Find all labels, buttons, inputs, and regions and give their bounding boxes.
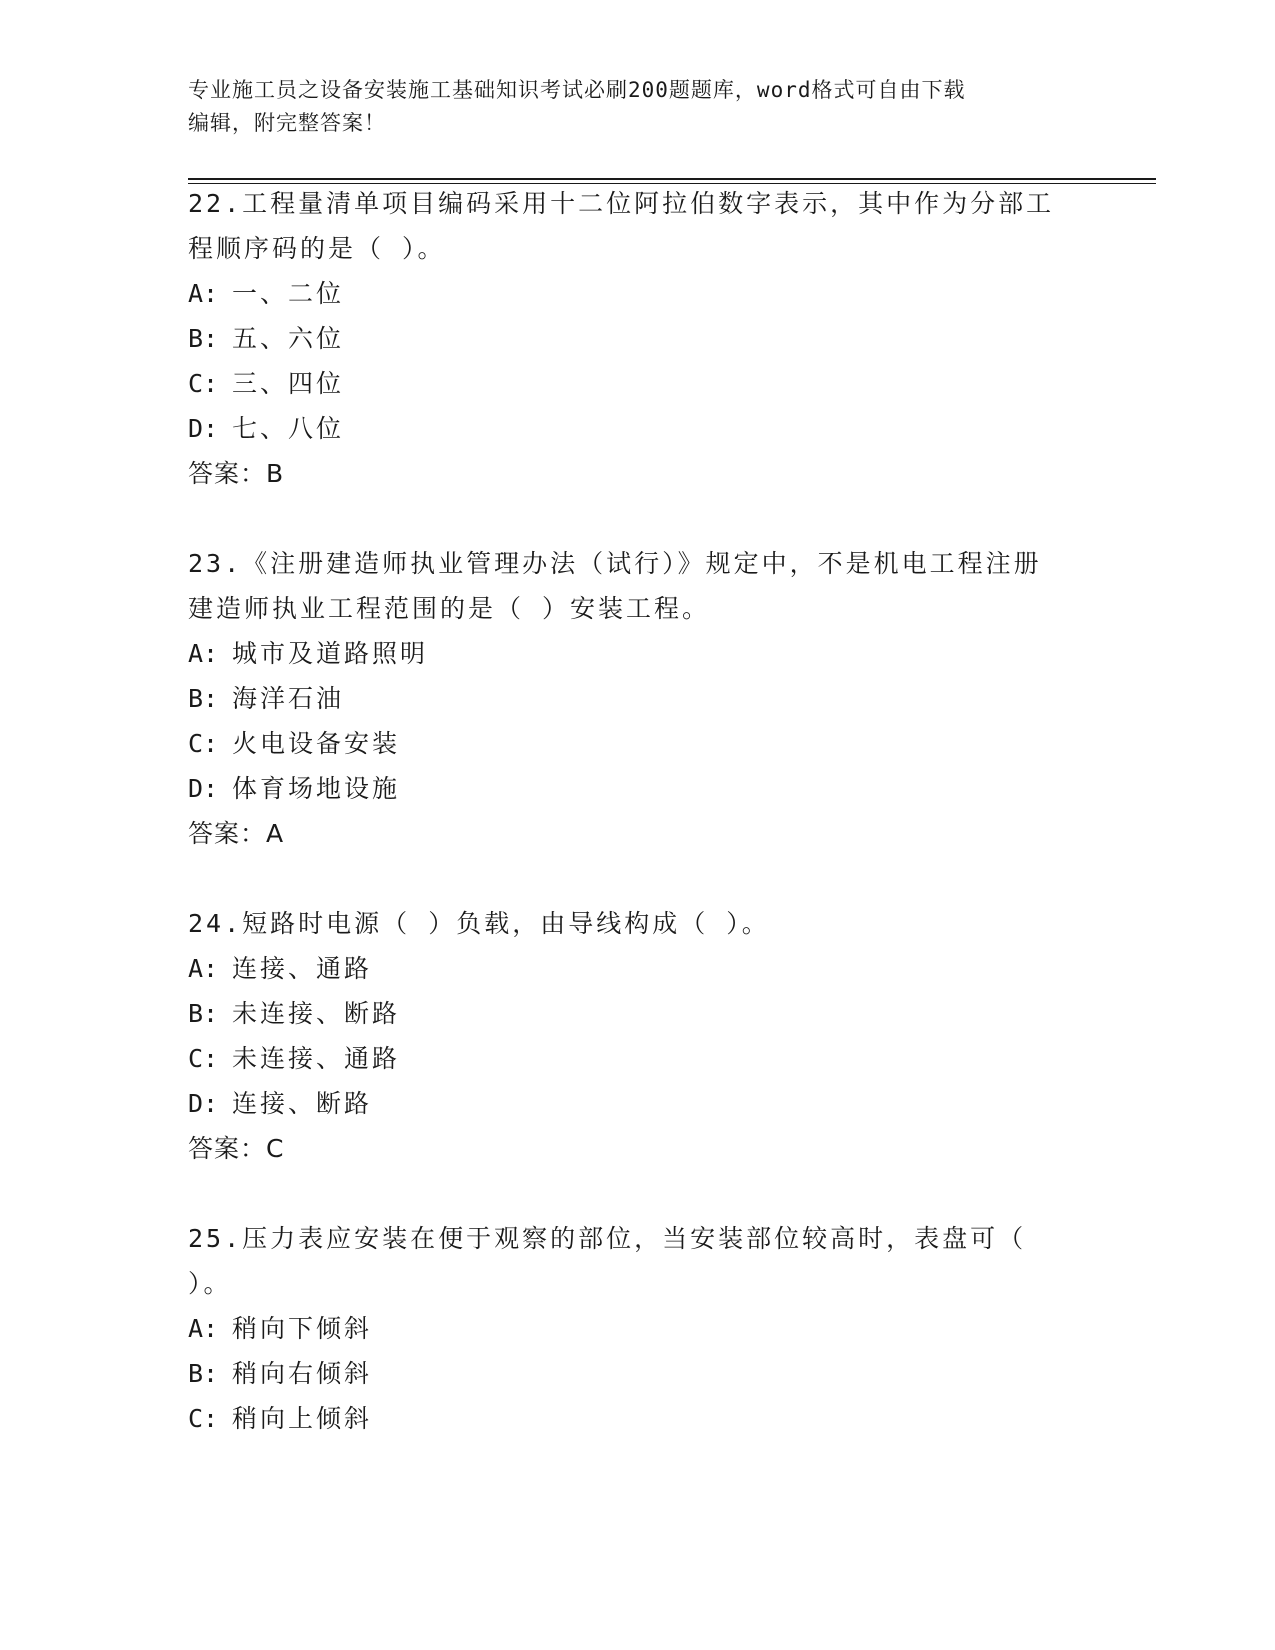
question-stem-line: ）。 <box>188 1269 232 1298</box>
option-text: 连接、断路 <box>232 1089 373 1118</box>
option-letter: C: <box>188 369 219 398</box>
option-letter: B: <box>188 684 219 713</box>
option-c <box>188 361 1088 406</box>
option-letter: D: <box>188 774 219 803</box>
option-text: 海洋石油 <box>232 684 345 713</box>
option-b <box>188 1351 1088 1396</box>
header-line-1: 专业施工员之设备安装施工基础知识考试必刷200题题库，word格式可自由下载 <box>188 78 966 102</box>
option-letter: D: <box>188 1089 219 1118</box>
option-letter: C: <box>188 1404 219 1433</box>
question-stem-line: 24.短路时电源（ ）负载，由导线构成（ ）。 <box>188 909 770 938</box>
question-24 <box>188 901 1088 1171</box>
option-text: 三、四位 <box>232 369 345 398</box>
question-stem-line: 程顺序码的是（ ）。 <box>188 234 446 263</box>
option-text: 五、六位 <box>232 324 345 353</box>
question-22 <box>188 181 1088 496</box>
option-c <box>188 1396 1088 1441</box>
option-letter: B: <box>188 999 219 1028</box>
document-header <box>188 74 1068 140</box>
option-letter: C: <box>188 729 219 758</box>
option-letter: B: <box>188 324 219 353</box>
answer: 答案：B <box>188 459 285 488</box>
option-letter: A: <box>188 279 219 308</box>
option-b <box>188 316 1088 361</box>
option-text: 火电设备安装 <box>232 729 401 758</box>
question-stem-line: 23.《注册建造师执业管理办法（试行）》规定中，不是机电工程注册 <box>188 549 1042 578</box>
question-23 <box>188 541 1088 856</box>
header-line-2: 编辑，附完整答案！ <box>188 111 386 135</box>
question-stem-line: 25.压力表应安装在便于观察的部位，当安装部位较高时，表盘可（ <box>188 1224 1027 1253</box>
option-text: 城市及道路照明 <box>232 639 429 668</box>
option-text: 一、二位 <box>232 279 345 308</box>
option-c <box>188 721 1088 766</box>
option-d <box>188 406 1088 451</box>
option-text: 体育场地设施 <box>232 774 401 803</box>
option-letter: C: <box>188 1044 219 1073</box>
option-text: 稍向上倾斜 <box>232 1404 373 1433</box>
option-a <box>188 1306 1088 1351</box>
header-rule-thick <box>188 178 1156 180</box>
option-a <box>188 271 1088 316</box>
option-b <box>188 676 1088 721</box>
option-text: 连接、通路 <box>232 954 373 983</box>
answer: 答案：C <box>188 1134 285 1163</box>
option-c <box>188 1036 1088 1081</box>
option-letter: A: <box>188 954 219 983</box>
option-letter: D: <box>188 414 219 443</box>
question-25 <box>188 1216 1088 1441</box>
option-b <box>188 991 1088 1036</box>
option-text: 未连接、通路 <box>232 1044 401 1073</box>
option-a <box>188 631 1088 676</box>
option-a <box>188 946 1088 991</box>
question-stem-line: 建造师执业工程范围的是（ ）安装工程。 <box>188 594 711 623</box>
option-text: 未连接、断路 <box>232 999 401 1028</box>
option-letter: A: <box>188 1314 219 1343</box>
option-letter: B: <box>188 1359 219 1388</box>
option-text: 稍向右倾斜 <box>232 1359 373 1388</box>
option-d <box>188 1081 1088 1126</box>
option-d <box>188 766 1088 811</box>
option-text: 稍向下倾斜 <box>232 1314 373 1343</box>
answer: 答案：A <box>188 819 285 848</box>
option-letter: A: <box>188 639 219 668</box>
option-text: 七、八位 <box>232 414 345 443</box>
question-stem-line: 22.工程量清单项目编码采用十二位阿拉伯数字表示，其中作为分部工 <box>188 189 1055 218</box>
